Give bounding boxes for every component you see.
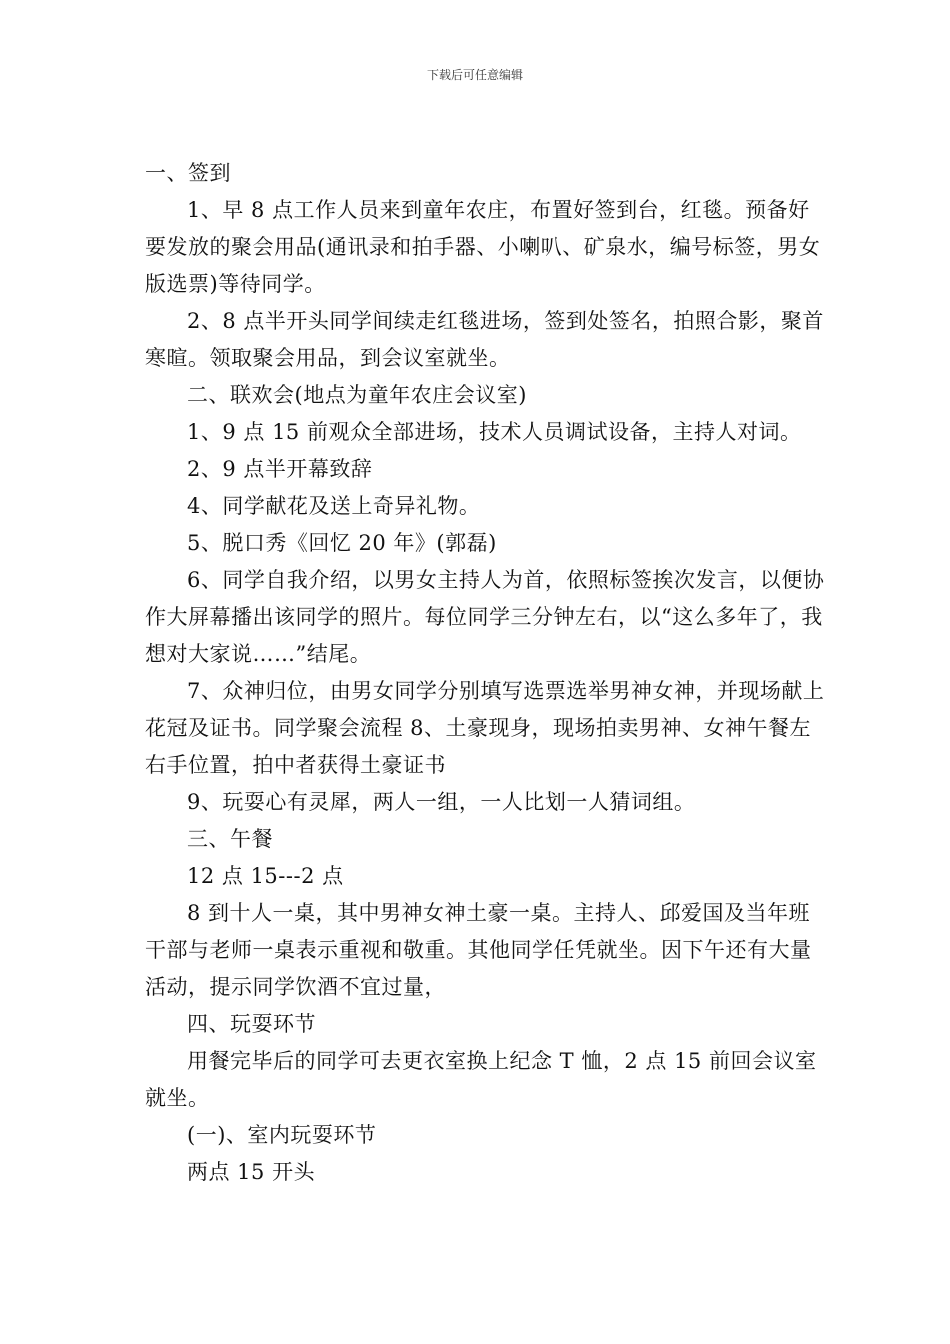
- paragraph: 12 点 15---2 点: [187, 864, 344, 888]
- subsection-heading-indoor-games: (一)、室内玩耍环节: [187, 1123, 377, 1147]
- paragraph: 4、同学献花及送上奇异礼物。: [187, 494, 481, 518]
- paragraph: 两点 15 开头: [187, 1160, 316, 1184]
- section-heading-lunch: 三、午餐: [187, 827, 273, 851]
- section-heading-party: 二、联欢会(地点为童年农庄会议室): [187, 383, 527, 407]
- section-heading-signin: 一、签到: [145, 161, 231, 185]
- paragraph: 用餐完毕后的同学可去更衣室换上纪念 T 恤，2 点 15 前回会议室就坐。: [145, 1049, 817, 1110]
- paragraph: 9、玩耍心有灵犀，两人一组，一人比划一人猜词组。: [187, 790, 696, 814]
- paragraph: 2、9 点半开幕致辞: [187, 457, 373, 481]
- paragraph: 1、9 点 15 前观众全部进场，技术人员调试设备，主持人对词。: [187, 420, 802, 444]
- paragraph: 5、脱口秀《回忆 20 年》(郭磊): [187, 531, 497, 555]
- section-heading-games: 四、玩耍环节: [187, 1012, 316, 1036]
- document-body: [145, 155, 825, 1191]
- paragraph: 8 到十人一桌，其中男神女神土豪一桌。主持人、邱爱国及当年班干部与老师一桌表示重视和敬重。其他同学任凭就坐。因下午还有大量活动，提示同学饮酒不宜过量，: [145, 901, 812, 999]
- paragraph: 6、同学自我介绍，以男女主持人为首，依照标签挨次发言，以便协作大屏幕播出该同学的照片。每位同学三分钟左右，以“这么多年了，我想对大家说……”结尾。: [145, 568, 825, 666]
- paragraph: 1、早 8 点工作人员来到童年农庄，布置好签到台，红毯。预备好要发放的聚会用品(通讯录和拍手器、小喇叭、矿泉水，编号标签，男女版选票)等待同学。: [145, 198, 821, 296]
- page-header-note: 下载后可任意编辑: [426, 68, 523, 82]
- paragraph: 2、8 点半开头同学间续走红毯进场，签到处签名，拍照合影，聚首寒暄。领取聚会用品，到会议室就坐。: [145, 309, 824, 370]
- paragraph: 7、众神归位，由男女同学分别填写选票选举男神女神，并现场献上花冠及证书。同学聚会流程 8、土豪现身，现场拍卖男神、女神午餐左右手位置，拍中者获得土豪证书: [145, 679, 825, 777]
